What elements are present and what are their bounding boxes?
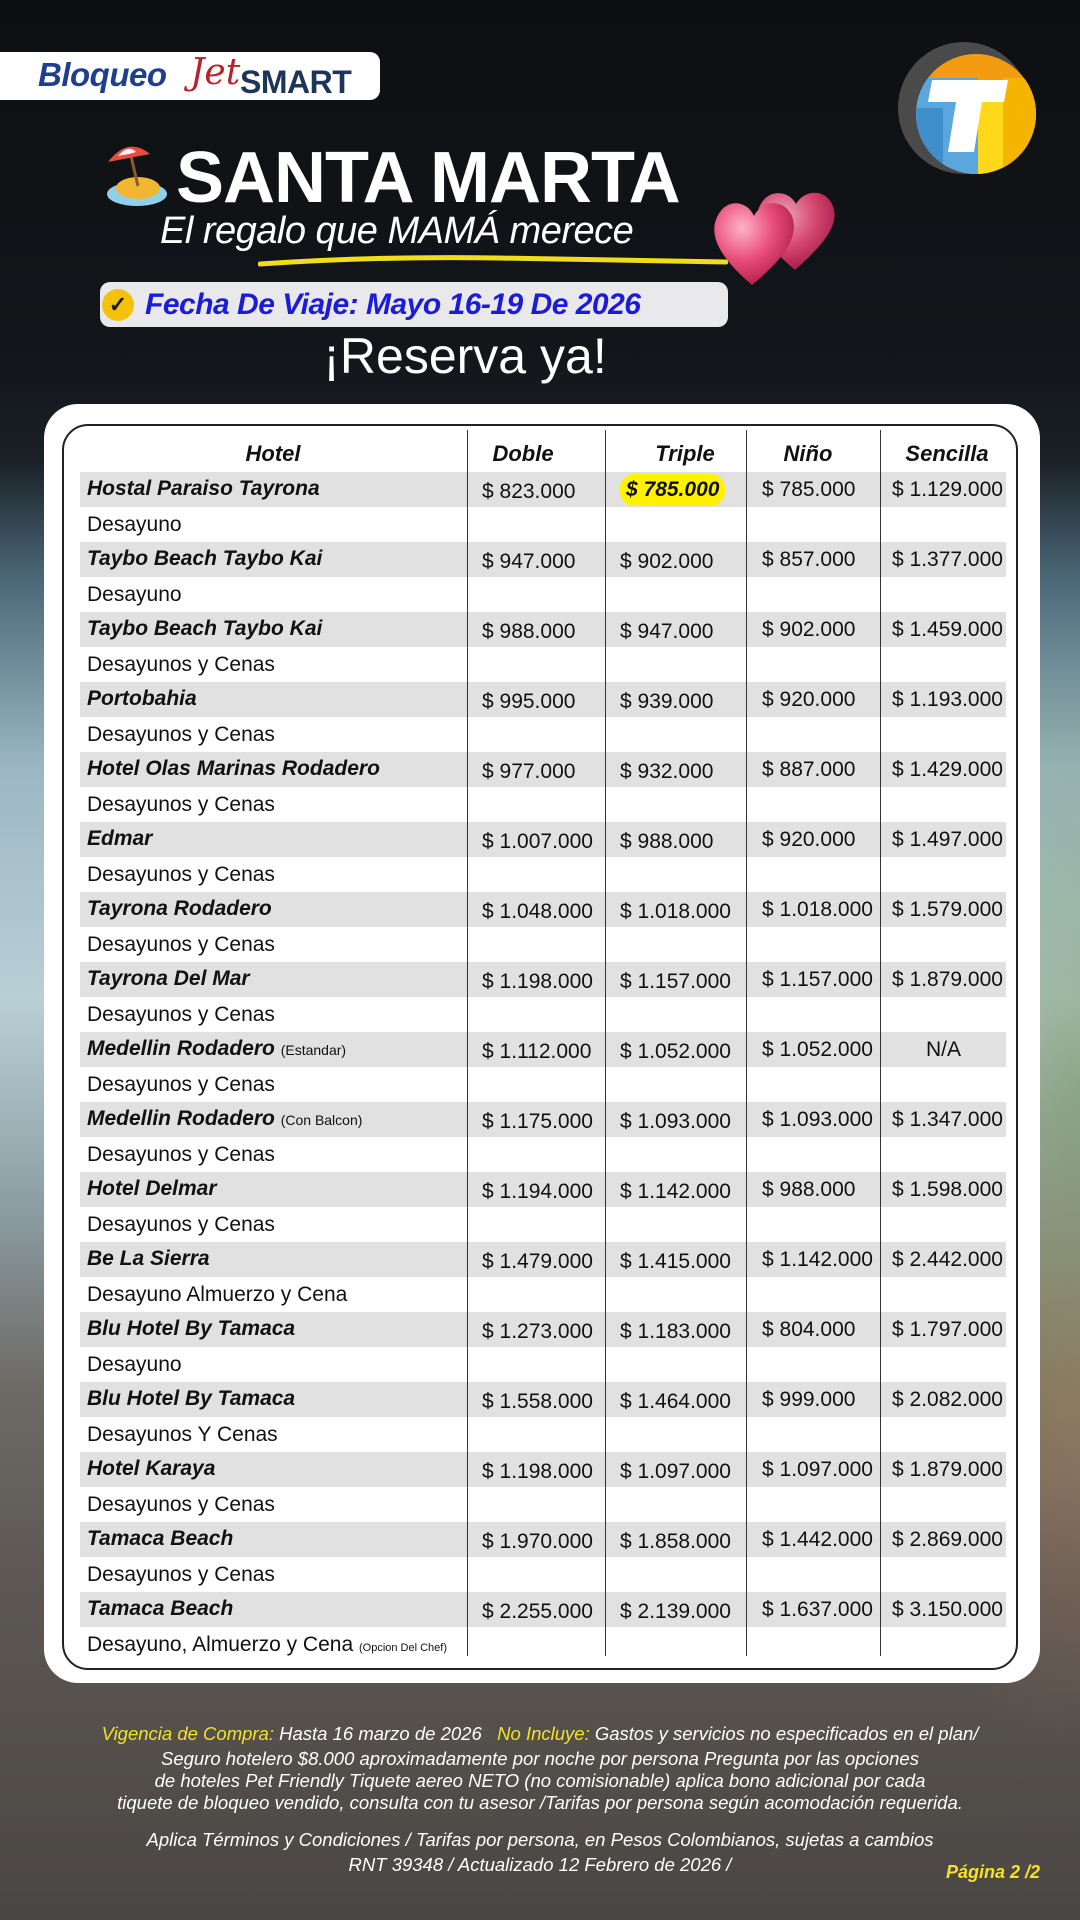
price-triple: $ 932.000 xyxy=(620,760,714,783)
price-sencilla: $ 1.193.000 xyxy=(892,688,1003,711)
hotel-name-text: Taybo Beach Taybo Kai xyxy=(87,617,323,640)
column-header-doble: Doble xyxy=(492,441,554,466)
price-doble: $ 1.007.000 xyxy=(482,830,593,853)
hotel-name xyxy=(87,754,380,784)
hotel-name-text: Blu Hotel By Tamaca xyxy=(87,1317,296,1340)
hotel-name-text: Taybo Beach Taybo Kai xyxy=(87,547,323,570)
table-row-meal-plan xyxy=(80,927,1006,962)
column-header-hotel: Hotel xyxy=(245,441,301,466)
price-doble: $ 1.558.000 xyxy=(482,1390,593,1413)
table-row-meal-plan xyxy=(80,1627,1006,1662)
price-triple: $ 947.000 xyxy=(620,620,714,643)
hotel-name xyxy=(87,1594,233,1624)
meal-plan xyxy=(87,789,275,821)
room-type-note: (Estandar) xyxy=(280,1042,347,1058)
meal-plan xyxy=(87,1349,182,1381)
meal-plan xyxy=(87,649,275,681)
page-indicator: Página 2 /2 xyxy=(946,1862,1041,1882)
column-divider xyxy=(880,430,881,1656)
column-header-triple: Triple xyxy=(655,441,715,466)
price-sencilla: $ 1.377.000 xyxy=(892,548,1003,571)
price-triple: $ 939.000 xyxy=(620,690,714,713)
price-triple: $ 1.183.000 xyxy=(620,1320,731,1343)
table-row-meal-plan xyxy=(80,1417,1006,1452)
price-nino: $ 1.142.000 xyxy=(762,1248,873,1271)
meal-plan-note: (Opcion Del Chef) xyxy=(358,1642,448,1654)
price-sencilla: $ 1.879.000 xyxy=(892,968,1003,991)
price-triple: $ 1.464.000 xyxy=(620,1390,731,1413)
price-triple: $ 1.142.000 xyxy=(620,1180,731,1203)
meal-plan xyxy=(87,1209,275,1241)
price-nino: $ 1.097.000 xyxy=(762,1458,873,1481)
meal-plan-text: Desayuno xyxy=(87,513,182,536)
meal-plan-text: Desayunos y Cenas xyxy=(87,863,275,886)
meal-plan xyxy=(87,999,275,1031)
meal-plan xyxy=(87,1069,275,1101)
table-row-meal-plan xyxy=(80,717,1006,752)
price-sencilla: $ 1.879.000 xyxy=(892,1458,1003,1481)
reserve-cta: ¡Reserva ya! xyxy=(323,328,607,384)
meal-plan xyxy=(87,509,182,541)
price-sencilla: N/A xyxy=(926,1038,962,1061)
footer-line-3: de hoteles Pet Friendly Tiquete aereo NETO (no comisionable) aplica bono adicional por cada xyxy=(154,1770,926,1791)
price-triple: $ 1.052.000 xyxy=(620,1040,731,1063)
meal-plan xyxy=(87,1629,447,1664)
price-sencilla: $ 2.442.000 xyxy=(892,1248,1003,1271)
hotel-name xyxy=(87,1174,217,1204)
price-nino: $ 887.000 xyxy=(762,758,856,781)
price-nino: $ 1.018.000 xyxy=(762,898,873,921)
price-nino: $ 902.000 xyxy=(762,618,856,641)
price-triple: $ 2.139.000 xyxy=(620,1600,731,1623)
price-doble: $ 1.194.000 xyxy=(482,1180,593,1203)
meal-plan-text: Desayuno, Almuerzo y Cena xyxy=(87,1633,354,1656)
price-doble: $ 1.112.000 xyxy=(482,1040,592,1063)
validity-label: Vigencia de Compra: xyxy=(101,1723,274,1744)
price-triple: $ 988.000 xyxy=(620,830,714,853)
hotel-name-text: Portobahia xyxy=(87,687,197,710)
price-nino: $ 1.052.000 xyxy=(762,1038,873,1061)
hotel-name-text: Hostal Paraiso Tayrona xyxy=(87,477,320,500)
hotel-name xyxy=(87,964,250,994)
price-triple: $ 1.097.000 xyxy=(620,1460,731,1483)
price-sencilla: $ 1.797.000 xyxy=(892,1318,1003,1341)
table-row-meal-plan xyxy=(80,1067,1006,1102)
price-doble: $ 1.273.000 xyxy=(482,1320,593,1343)
brand-prefix: Bloqueo xyxy=(38,56,167,93)
hotel-name-text: Hotel Delmar xyxy=(87,1177,217,1200)
hotel-name xyxy=(87,1454,215,1484)
room-type-note: (Con Balcon) xyxy=(280,1112,363,1128)
meal-plan-text: Desayunos y Cenas xyxy=(87,1143,275,1166)
column-divider xyxy=(746,430,747,1656)
hotel-name-text: Blu Hotel By Tamaca xyxy=(87,1387,296,1410)
meal-plan-text: Desayunos y Cenas xyxy=(87,653,275,676)
footer-line-4: tiquete de bloqueo vendido, consulta con tu asesor /Tarifas por persona según acomodación requerida. xyxy=(117,1792,963,1813)
hotel-name xyxy=(87,1384,295,1414)
t-logo-icon xyxy=(898,38,1040,180)
hotel-name xyxy=(87,474,320,504)
price-doble: $ 1.970.000 xyxy=(482,1530,593,1553)
price-nino: $ 999.000 xyxy=(762,1388,856,1411)
hotel-name xyxy=(87,824,152,854)
price-doble: $ 988.000 xyxy=(482,620,576,643)
column-divider xyxy=(467,430,468,1656)
meal-plan xyxy=(87,1139,275,1171)
price-sencilla: $ 2.082.000 xyxy=(892,1388,1003,1411)
travel-date: Fecha De Viaje: Mayo 16-19 De 2026 xyxy=(145,288,641,321)
price-doble: $ 2.255.000 xyxy=(482,1600,593,1623)
hotel-name xyxy=(87,1034,346,1065)
price-nino: $ 785.000 xyxy=(762,478,856,501)
travel-date-pill xyxy=(100,282,728,327)
excludes-label: No Incluye: xyxy=(497,1723,590,1744)
price-sencilla: $ 1.497.000 xyxy=(892,828,1003,851)
footer-terms: Aplica Términos y Condiciones / Tarifas por persona, en Pesos Colombianos, sujetas a cambios xyxy=(146,1829,934,1850)
column-header-nino: Niño xyxy=(783,441,833,466)
table-row-meal-plan xyxy=(80,1137,1006,1172)
hotel-name-text: Medellin Rodadero xyxy=(87,1107,275,1130)
table-row-meal-plan xyxy=(80,1347,1006,1382)
hotel-name-text: Tayrona Del Mar xyxy=(87,967,250,990)
hotel-name-text: Edmar xyxy=(87,827,153,850)
hotel-name xyxy=(87,1104,362,1135)
meal-plan-text: Desayuno Almuerzo y Cena xyxy=(87,1283,348,1306)
table-row-meal-plan xyxy=(80,1207,1006,1242)
price-sencilla: $ 1.598.000 xyxy=(892,1178,1003,1201)
hotel-name xyxy=(87,1524,233,1554)
price-doble: $ 823.000 xyxy=(482,480,576,503)
price-doble: $ 947.000 xyxy=(482,550,576,573)
price-nino: $ 1.442.000 xyxy=(762,1528,873,1551)
footer-rnt: RNT 39348 / Actualizado 12 Febrero de 2026 / xyxy=(348,1854,732,1875)
hotel-name xyxy=(87,1244,210,1274)
price-nino: $ 1.157.000 xyxy=(762,968,873,991)
price-triple: $ 1.018.000 xyxy=(620,900,731,923)
hotel-name xyxy=(87,614,322,644)
price-triple: $ 1.415.000 xyxy=(620,1250,731,1273)
hotel-name xyxy=(87,894,272,924)
price-nino: $ 857.000 xyxy=(762,548,856,571)
hotel-name-text: Tamaca Beach xyxy=(87,1597,234,1620)
meal-plan-text: Desayunos y Cenas xyxy=(87,1493,275,1516)
price-sencilla: $ 1.129.000 xyxy=(892,478,1003,501)
table-row-meal-plan xyxy=(80,647,1006,682)
price-doble: $ 1.175.000 xyxy=(482,1110,593,1133)
subtitle: El regalo que MAMÁ merece xyxy=(160,210,634,252)
hotel-name-text: Be La Sierra xyxy=(87,1247,210,1270)
meal-plan-text: Desayunos y Cenas xyxy=(87,933,275,956)
price-triple: $ 1.157.000 xyxy=(620,970,731,993)
hearts-icon xyxy=(700,160,850,290)
price-triple: $ 785.000 xyxy=(620,474,725,506)
price-doble: $ 977.000 xyxy=(482,760,576,783)
meal-plan-text: Desayunos y Cenas xyxy=(87,1003,275,1026)
price-nino: $ 1.637.000 xyxy=(762,1598,873,1621)
price-doble: $ 1.198.000 xyxy=(482,970,593,993)
price-nino: $ 988.000 xyxy=(762,1178,856,1201)
meal-plan xyxy=(87,1489,275,1521)
table-row-meal-plan xyxy=(80,1277,1006,1312)
validity-value: Hasta 16 marzo de 2026 xyxy=(279,1723,482,1744)
price-sencilla: $ 3.150.000 xyxy=(892,1598,1003,1621)
jetsmart-logo-script: Jet xyxy=(190,52,241,93)
table-row-meal-plan xyxy=(80,857,1006,892)
column-header-sencilla: Sencilla xyxy=(905,441,989,466)
meal-plan xyxy=(87,929,275,961)
check-icon: ✓ xyxy=(102,289,134,321)
price-doble: $ 1.479.000 xyxy=(482,1250,593,1273)
meal-plan-text: Desayunos Y Cenas xyxy=(87,1423,278,1446)
meal-plan-text: Desayunos y Cenas xyxy=(87,723,275,746)
meal-plan-text: Desayuno xyxy=(87,583,182,606)
meal-plan xyxy=(87,1419,278,1451)
price-doble: $ 1.048.000 xyxy=(482,900,593,923)
price-nino: $ 920.000 xyxy=(762,688,856,711)
meal-plan-text: Desayunos y Cenas xyxy=(87,1563,275,1586)
hotel-name-text: Tamaca Beach xyxy=(87,1527,234,1550)
price-triple: $ 1.858.000 xyxy=(620,1530,731,1553)
meal-plan-text: Desayunos y Cenas xyxy=(87,1073,275,1096)
price-doble: $ 1.198.000 xyxy=(482,1460,593,1483)
meal-plan-text: Desayunos y Cenas xyxy=(87,1213,275,1236)
hotel-name-text: Tayrona Rodadero xyxy=(87,897,272,920)
table-row-meal-plan xyxy=(80,1557,1006,1592)
hotel-name-text: Hotel Olas Marinas Rodadero xyxy=(87,757,380,780)
page-title: SANTA MARTA xyxy=(176,138,680,218)
price-sencilla: $ 1.459.000 xyxy=(892,618,1003,641)
hotel-name xyxy=(87,684,197,714)
hotel-name xyxy=(87,1314,295,1344)
table-row-meal-plan xyxy=(80,577,1006,612)
meal-plan xyxy=(87,1559,275,1591)
table-row-meal-plan xyxy=(80,507,1006,542)
meal-plan xyxy=(87,1279,347,1311)
hotel-name-text: Hotel Karaya xyxy=(87,1457,216,1480)
jetsmart-logo-word: SMART xyxy=(240,64,352,100)
price-triple: $ 1.093.000 xyxy=(620,1110,731,1133)
price-doble: $ 995.000 xyxy=(482,690,576,713)
price-sencilla: $ 1.579.000 xyxy=(892,898,1003,921)
yellow-underline xyxy=(258,254,728,268)
meal-plan-text: Desayunos y Cenas xyxy=(87,793,275,816)
hotel-name-text: Medellin Rodadero xyxy=(87,1037,275,1060)
excludes-value: Gastos y servicios no especificados en el plan/ xyxy=(594,1723,979,1744)
meal-plan-text: Desayuno xyxy=(87,1353,182,1376)
hotel-name xyxy=(87,544,322,574)
price-nino: $ 1.093.000 xyxy=(762,1108,873,1131)
footer-line-1 xyxy=(0,1722,1080,1745)
table-row-meal-plan xyxy=(80,1487,1006,1522)
price-triple: $ 902.000 xyxy=(620,550,714,573)
price-nino: $ 804.000 xyxy=(762,1318,856,1341)
table-row-meal-plan xyxy=(80,787,1006,822)
beach-umbrella-icon xyxy=(102,140,172,210)
meal-plan xyxy=(87,719,275,751)
price-sencilla: $ 1.347.000 xyxy=(892,1108,1003,1131)
column-divider xyxy=(605,430,606,1656)
price-nino: $ 920.000 xyxy=(762,828,856,851)
brand-banner xyxy=(0,52,380,100)
table-row-meal-plan xyxy=(80,997,1006,1032)
meal-plan xyxy=(87,859,275,891)
meal-plan xyxy=(87,579,182,611)
price-sencilla: $ 1.429.000 xyxy=(892,758,1003,781)
price-sencilla: $ 2.869.000 xyxy=(892,1528,1003,1551)
footer-line-2: Seguro hotelero $8.000 aproximadamente por noche por persona Pregunta por las opciones xyxy=(161,1748,919,1769)
